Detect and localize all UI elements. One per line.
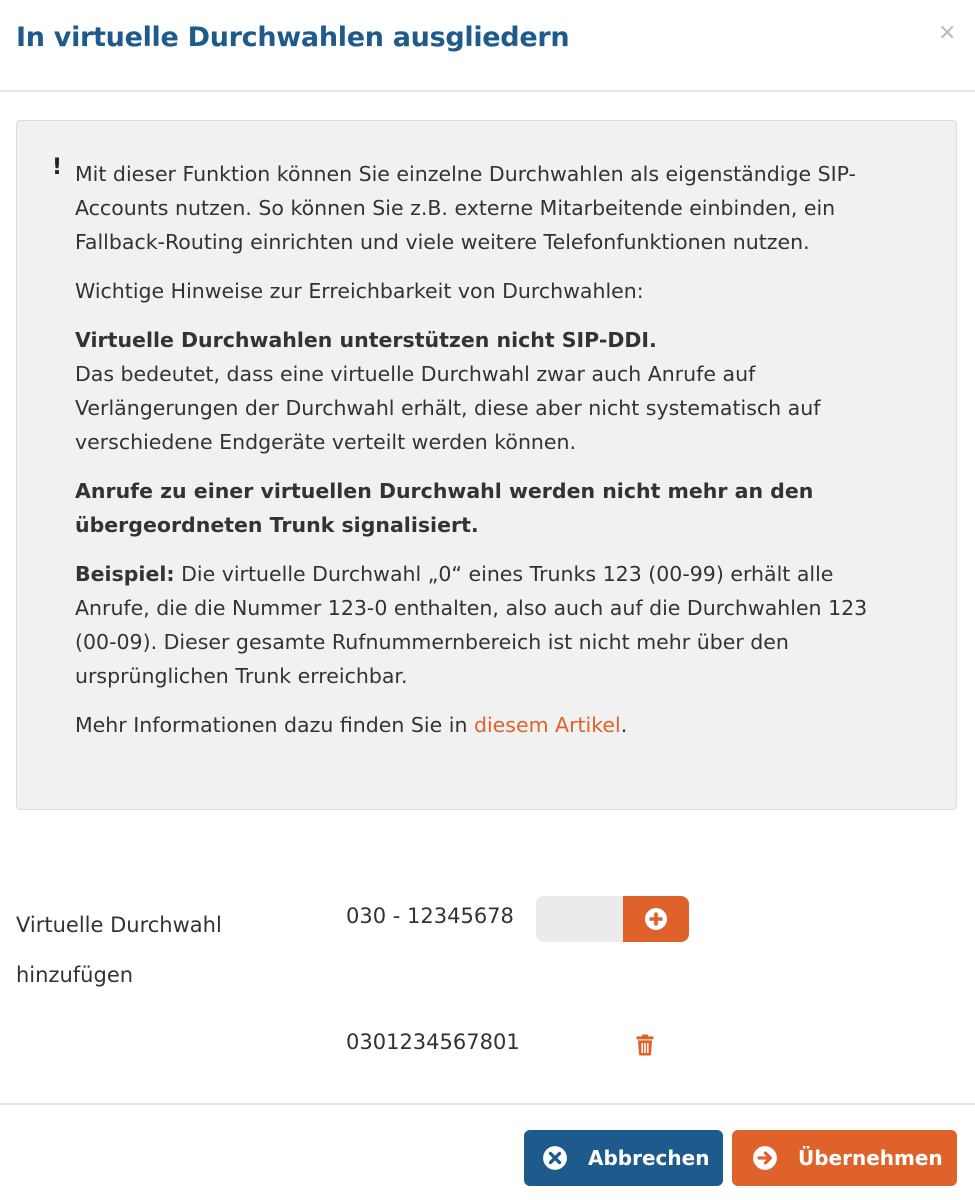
times-circle-icon: [542, 1145, 568, 1171]
add-extension-button[interactable]: [623, 896, 689, 942]
article-link[interactable]: diesem Artikel: [473, 713, 621, 737]
base-number: 030 - 12345678: [346, 904, 514, 928]
info-box: [16, 120, 957, 810]
info-intro: Mit dieser Funktion können Sie einzelne Durchwahlen als eigenständige SIP-Accounts nutzen. So können Sie z.B. externe Mitarbeitende einbinden, ein Fallback-Routing einrichten und viele weitere Telefonfunktionen nutzen.: [75, 162, 856, 254]
plus-circle-icon: [644, 907, 668, 931]
info-ddi-text: Das bedeutet, dass eine virtuelle Durchwahl zwar auch Anrufe auf Verlängerungen der Durchwahl erhält, diese aber nicht systematisch auf verschiedene Endgeräte verteilt werden können.: [75, 362, 821, 454]
info-trunk-heading: Anrufe zu einer virtuellen Durchwahl werden nicht mehr an den übergeordneten Trunk signalisiert.: [75, 479, 814, 537]
info-more-prefix: Mehr Informationen dazu finden Sie in: [75, 713, 474, 737]
info-example: [75, 557, 905, 693]
info-more: [75, 708, 905, 742]
info-example-text: Die virtuelle Durchwahl „0“ eines Trunks 123 (00-99) erhält alle Anrufe, die die Nummer 123-0 enthalten, also auch auf die Durchwahlen 123 (00-09). Dieser gesamte Rufnummernbereich ist nicht mehr über den ursprünglichen Trunk erreichbar.: [75, 562, 868, 688]
apply-label: Übernehmen: [798, 1146, 943, 1170]
info-example-label: Beispiel:: [75, 562, 175, 586]
dialog-footer-divider: [0, 1103, 975, 1105]
info-trunk: [75, 474, 905, 542]
dialog-title: In virtuelle Durchwahlen ausgliedern: [16, 22, 570, 53]
cancel-label: Abbrechen: [588, 1146, 710, 1170]
close-icon[interactable]: ×: [938, 20, 957, 45]
trash-icon[interactable]: [636, 1034, 654, 1060]
info-ddi-heading: Virtuelle Durchwahlen unterstützen nicht SIP-DDI.: [75, 328, 657, 352]
extension-input[interactable]: [536, 896, 636, 942]
apply-button[interactable]: [732, 1130, 957, 1186]
cancel-button[interactable]: [524, 1130, 723, 1186]
arrow-circle-right-icon: [752, 1145, 778, 1171]
dialog-header: [0, 0, 975, 92]
exclamation-icon: !: [52, 155, 63, 180]
info-more-suffix: .: [620, 713, 628, 737]
extension-entry-number: 0301234567801: [346, 1030, 520, 1054]
info-text: [75, 157, 905, 757]
info-ddi: [75, 323, 905, 459]
info-hint: Wichtige Hinweise zur Erreichbarkeit von Durchwahlen:: [75, 279, 644, 303]
add-extension-label: Virtuelle Durchwahl hinzufügen: [16, 913, 222, 987]
